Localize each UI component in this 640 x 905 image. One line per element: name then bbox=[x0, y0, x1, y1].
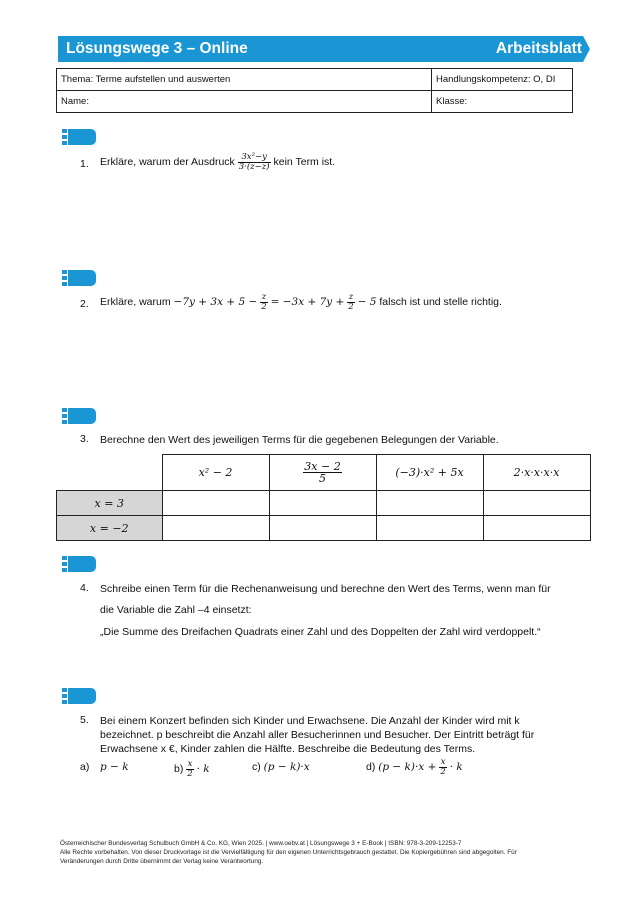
answer-cell[interactable] bbox=[162, 491, 269, 516]
info-klasse[interactable]: Klasse: bbox=[432, 91, 573, 113]
row-header: x = −2 bbox=[57, 516, 163, 541]
info-thema: Thema: Terme aufstellen und auswerten bbox=[57, 69, 432, 91]
task-number: 2. bbox=[80, 298, 89, 310]
equation: = −3x + 7y + bbox=[270, 295, 345, 308]
col-header: $\frac{3x - 2}{5}$ bbox=[269, 455, 376, 491]
task-5-line1: Bei einem Konzert befinden sich Kinder und Erwachsene. Die Anzahl der Kinder wird mit k bbox=[100, 715, 520, 727]
footer-line: Alle Rechte vorbehalten. Von dieser Druckvorlage ist die Vervielfältigung für den eigenen Unterrichtsgebrauch gestattet. Die Kopiergebühren sind abgegolten. Für bbox=[60, 849, 517, 856]
fraction: $\frac{z}{2}$ bbox=[348, 292, 354, 312]
footer-line: Österreichischer Bundesverlag Schulbuch GmbH & Co. KG, Wien 2025. | www.oebv.at | Lösungswege 3 + E-Book | ISBN: 978-3-209-12253-7 bbox=[60, 840, 462, 847]
task-4-line1: Schreibe einen Term für die Rechenanweisung und berechne den Wert des Terms, wenn man für bbox=[100, 583, 551, 595]
term-a: p − k bbox=[100, 761, 129, 773]
col-header: (−3)·x² + 5x bbox=[376, 455, 483, 491]
task-badge-5 bbox=[62, 688, 98, 704]
col-header: 2·x·x·x·x bbox=[483, 455, 590, 491]
task-badge-3 bbox=[62, 408, 98, 424]
task-5-line2: bezeichnet. p beschreibt die Anzahl aller Besucherinnen und Besucher. Der Eintritt beträgt für bbox=[100, 729, 535, 741]
equation: − 5 bbox=[357, 295, 377, 308]
answer-cell[interactable] bbox=[376, 491, 483, 516]
answer-cell[interactable] bbox=[269, 491, 376, 516]
answer-cell[interactable] bbox=[483, 491, 590, 516]
row-header: x = 3 bbox=[57, 491, 163, 516]
calc-table bbox=[56, 454, 591, 541]
task-number: 5. bbox=[80, 714, 89, 726]
header-doc-type: Arbeitsblatt bbox=[495, 40, 582, 57]
task-4-line2: die Variable die Zahl –4 einsetzt: bbox=[100, 604, 252, 616]
footer bbox=[60, 839, 517, 866]
answer-cell[interactable] bbox=[483, 516, 590, 541]
task-4-quote: „Die Summe des Dreifachen Quadrats einer Zahl und des Doppelten der Zahl wird verdoppelt.“ bbox=[100, 626, 541, 638]
task-text: Erkläre, warum der Ausdruck bbox=[100, 155, 235, 168]
footer-line: Veränderungen durch Dritte übernimmt der Verlag keine Verantwortung. bbox=[60, 858, 264, 865]
header-title: Lösungswege 3 – Online bbox=[66, 40, 248, 57]
task-number: 1. bbox=[80, 158, 89, 170]
term-c: c) (p − k)·x bbox=[252, 761, 310, 773]
task-badge-1 bbox=[62, 129, 98, 145]
answer-cell[interactable] bbox=[269, 516, 376, 541]
answer-cell[interactable] bbox=[376, 516, 483, 541]
task-number: 3. bbox=[80, 433, 89, 445]
term-d: d) (p − k)·x + $\frac{x}{2}$ · k bbox=[366, 757, 463, 777]
task-text: Erkläre, warum bbox=[100, 295, 171, 308]
term-b: b) $\frac{x}{2}$ · k bbox=[174, 759, 210, 779]
task-3-text: Berechne den Wert des jeweiligen Terms für die gegebenen Belegungen der Variable. bbox=[100, 434, 499, 446]
sub-label-a: a) bbox=[80, 761, 90, 773]
task-5-line3: Erwachsene x €, Kinder zahlen die Hälfte. Beschreibe die Bedeutung des Terms. bbox=[100, 743, 476, 755]
info-name[interactable]: Name: bbox=[57, 91, 432, 113]
task-badge-2 bbox=[62, 270, 98, 286]
task-1-text bbox=[100, 153, 335, 171]
info-table bbox=[56, 68, 573, 113]
task-text: falsch ist und stelle richtig. bbox=[379, 295, 502, 308]
fraction: $\frac{\text{3x²−y}}{3\cdot(z-z)}$ bbox=[238, 152, 270, 172]
task-2-text bbox=[100, 293, 502, 311]
fraction: $\frac{z}{2}$ bbox=[261, 292, 267, 312]
info-kompetenz: Handlungskompetenz: O, DI bbox=[432, 69, 573, 91]
equation: −7y + 3x + 5 − bbox=[173, 295, 258, 308]
task-number: 4. bbox=[80, 582, 89, 594]
answer-cell[interactable] bbox=[162, 516, 269, 541]
task-badge-4 bbox=[62, 556, 98, 572]
task-text: kein Term ist. bbox=[273, 155, 336, 168]
header-arrow bbox=[583, 36, 590, 62]
col-header: x² − 2 bbox=[162, 455, 269, 491]
